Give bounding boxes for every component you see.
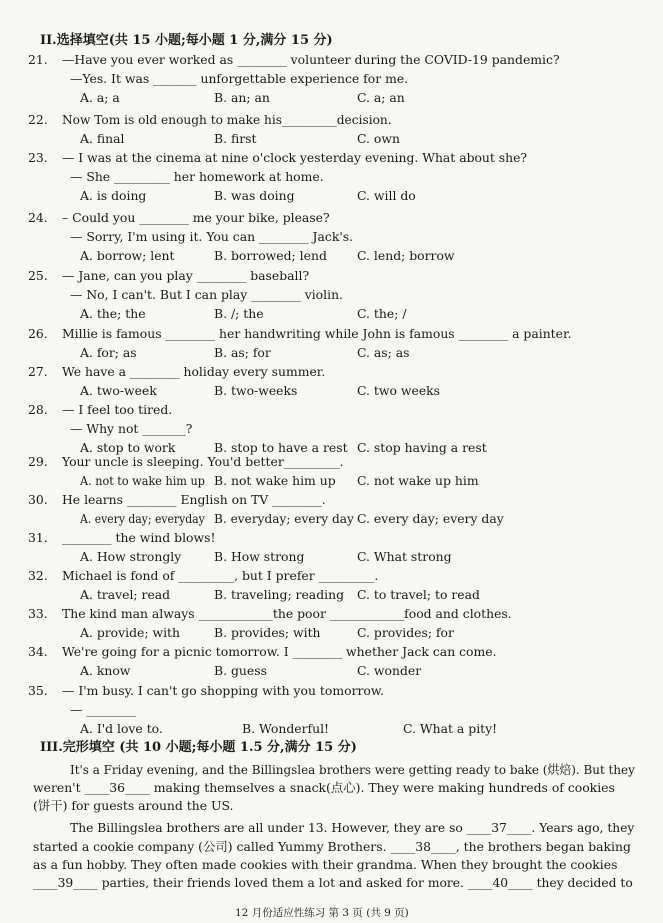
question-stem: We have a ________ holiday every summer. bbox=[62, 364, 326, 379]
option-b: B. was doing bbox=[214, 188, 295, 203]
option-b: B. /; the bbox=[214, 306, 264, 321]
question-number: 21. bbox=[28, 52, 48, 67]
passage-line: (饼干) for guests around the US. bbox=[33, 798, 234, 813]
option-a: A. the; the bbox=[80, 306, 146, 321]
option-c: C. as; as bbox=[357, 345, 410, 360]
question-stem: ________ the wind blows! bbox=[62, 530, 216, 545]
question-number: 23. bbox=[28, 150, 48, 165]
option-a: A. provide; with bbox=[80, 625, 181, 640]
option-a: A. is doing bbox=[80, 188, 147, 203]
option-b: B. as; for bbox=[214, 345, 271, 360]
option-a: A. final bbox=[80, 131, 125, 146]
option-c: C. stop having a rest bbox=[357, 440, 487, 455]
option-c: C. two weeks bbox=[357, 383, 441, 398]
option-b: B. first bbox=[214, 131, 257, 146]
question-number: 35. bbox=[28, 683, 48, 698]
question-stem: — ________ bbox=[70, 702, 136, 717]
option-b: B. two-weeks bbox=[214, 383, 298, 398]
question-number: 34. bbox=[28, 644, 48, 659]
question-number: 33. bbox=[28, 606, 48, 621]
option-c: C. the; / bbox=[357, 306, 407, 321]
passage-line: started a cookie company (公司) called Yummy Brothers. ____38____, the brothers began baking bbox=[33, 839, 631, 854]
option-b: B. traveling; reading bbox=[214, 587, 345, 602]
page-footer: 12 月份适应性练习 第 3 页 (共 9 页) bbox=[235, 907, 409, 919]
question-number: 32. bbox=[28, 568, 48, 583]
question-stem: The kind man always ____________the poor ____________food and clothes. bbox=[62, 606, 512, 621]
question-stem: — I'm busy. I can't go shopping with you tomorrow. bbox=[62, 683, 384, 698]
question-stem: We're going for a picnic tomorrow. I ________ whether Jack can come. bbox=[62, 644, 497, 659]
question-stem: — Sorry, I'm using it. You can ________ Jack's. bbox=[70, 229, 354, 244]
question-number: 27. bbox=[28, 364, 48, 379]
option-c: C. lend; borrow bbox=[357, 248, 455, 263]
option-a: A. stop to work bbox=[80, 440, 176, 455]
question-stem: — No, I can't. But I can play ________ violin. bbox=[70, 287, 343, 302]
question-stem: — I was at the cinema at nine o'clock yesterday evening. What about she? bbox=[62, 150, 528, 165]
section-title: II.选择填空(共 15 小题;每小题 1 分,满分 15 分) bbox=[40, 33, 333, 48]
option-a: A. two-week bbox=[80, 383, 157, 398]
option-c: C. What a pity! bbox=[403, 721, 498, 736]
option-a: A. know bbox=[80, 663, 131, 678]
question-number: 28. bbox=[28, 402, 48, 417]
option-b: B. stop to have a rest bbox=[214, 440, 348, 455]
option-c: C. every day; every day bbox=[357, 511, 504, 526]
option-b: B. not wake him up bbox=[214, 473, 336, 488]
option-b: B. borrowed; lend bbox=[214, 248, 327, 263]
question-number: 25. bbox=[28, 268, 48, 283]
question-number: 29. bbox=[28, 454, 48, 469]
question-stem: — Why not _______? bbox=[70, 421, 193, 436]
option-b: B. Wonderful! bbox=[242, 721, 330, 736]
question-stem: — She _________ her homework at home. bbox=[70, 169, 324, 184]
option-b: B. everyday; every day bbox=[214, 511, 354, 526]
question-number: 24. bbox=[28, 210, 48, 225]
passage-line: ____39____ parties, their friends loved them a lot and asked for more. ____40____ they decided to bbox=[33, 875, 633, 890]
option-c: C. a; an bbox=[357, 90, 405, 105]
option-a: A. How strongly bbox=[80, 549, 182, 564]
option-a: A. I'd love to. bbox=[80, 721, 163, 736]
passage-line: as a fun hobby. They often made cookies with their grandma. When they brought the cookies bbox=[33, 857, 618, 872]
option-a: A. every day; everyday bbox=[80, 511, 205, 526]
question-stem: – Could you ________ me your bike, please? bbox=[62, 210, 330, 225]
section-title: III.完形填空 (共 10 小题;每小题 1.5 分,满分 15 分) bbox=[40, 740, 357, 755]
question-number: 22. bbox=[28, 112, 48, 127]
option-a: A. travel; read bbox=[80, 587, 171, 602]
option-a: A. a; a bbox=[80, 90, 120, 105]
passage-line: weren't ____36____ making themselves a snack(点心). They were making hundreds of cookies bbox=[33, 780, 615, 795]
question-stem: Now Tom is old enough to make his_________decision. bbox=[62, 112, 392, 127]
option-c: C. will do bbox=[357, 188, 416, 203]
option-c: C. not wake up him bbox=[357, 473, 479, 488]
question-stem: He learns ________ English on TV ________. bbox=[62, 492, 326, 507]
option-b: B. an; an bbox=[214, 90, 270, 105]
option-c: C. own bbox=[357, 131, 400, 146]
question-stem: Millie is famous ________ her handwriting while John is famous ________ a painter. bbox=[62, 326, 572, 341]
question-stem: —Yes. It was _______ unforgettable experience for me. bbox=[70, 71, 409, 86]
question-stem: — Jane, can you play ________ baseball? bbox=[62, 268, 310, 283]
option-b: B. provides; with bbox=[214, 625, 321, 640]
option-c: C. What strong bbox=[357, 549, 452, 564]
question-stem: Your uncle is sleeping. You'd better_________. bbox=[62, 454, 344, 469]
option-a: A. not to wake him up bbox=[80, 473, 205, 488]
option-c: C. to travel; to read bbox=[357, 587, 480, 602]
passage-line: The Billingslea brothers are all under 13. However, they are so ____37____. Years ago, they bbox=[70, 820, 635, 835]
question-number: 31. bbox=[28, 530, 48, 545]
question-stem: Michael is fond of _________, but I prefer _________. bbox=[62, 568, 379, 583]
option-b: B. guess bbox=[214, 663, 267, 678]
option-a: A. borrow; lent bbox=[80, 248, 175, 263]
option-a: A. for; as bbox=[80, 345, 137, 360]
option-c: C. provides; for bbox=[357, 625, 454, 640]
option-b: B. How strong bbox=[214, 549, 305, 564]
option-c: C. wonder bbox=[357, 663, 422, 678]
passage-line: It's a Friday evening, and the Billingslea brothers were getting ready to bake (烘焙). But they bbox=[70, 762, 635, 777]
question-number: 26. bbox=[28, 326, 48, 341]
question-number: 30. bbox=[28, 492, 48, 507]
question-stem: — I feel too tired. bbox=[62, 402, 173, 417]
question-stem: —Have you ever worked as ________ volunteer during the COVID-19 pandemic? bbox=[62, 52, 560, 67]
